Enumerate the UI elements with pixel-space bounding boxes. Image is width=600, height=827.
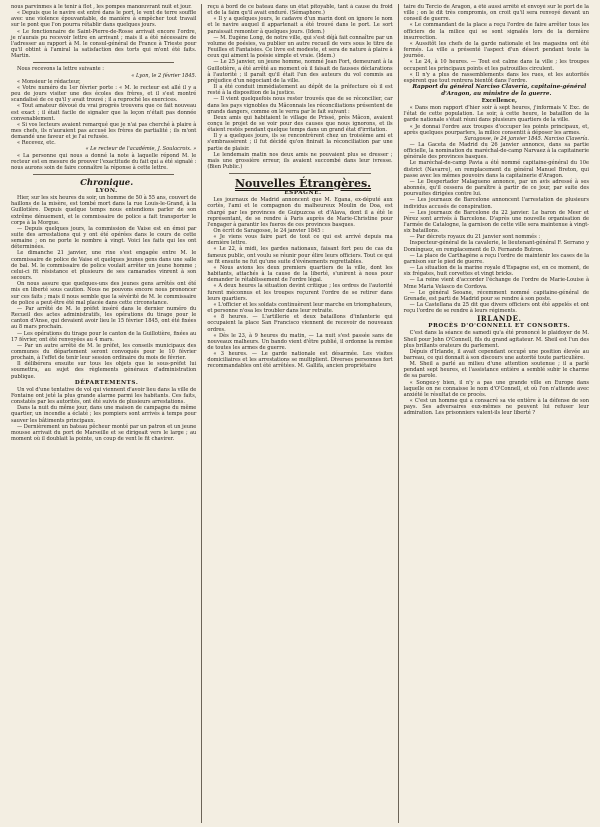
article-paragraph: Deux amis qui habitaient le village de Prissé, près Mâcon, avaient conçu le projet de se voir pour des causes que nous ignorons, et ils étaient restés pendant quelque temps dans un grand état d'irritation. [207,114,393,134]
article-paragraph: « Il n'y a plus de rassemblements dans les rues, et les autorités espèrent que tout rentrera bientôt dans l'ordre. [403,71,589,84]
section-place-lyon: LYON. [95,188,118,195]
letter-intro: Nous recevons la lettre suivante : [17,66,105,73]
article-paragraph: — Les opérations du tirage pour le canton de la Guillotière, fixées au 17 février, ont été renvoyées au 4 mars. [11,330,197,343]
article-paragraph: — Dernièrement un bateau pêcheur monté par un patron et un jeune mousse arrivait du port de Marseille et se dirigeait vers le large ; au moment où il doublait la pointe, un coup de vent le fit chavirer. [11,423,197,442]
article-paragraph: « Le 22, à midi, les gardes nationaux, faisant fort peu de cas du fameux public, ont voulu se réunir pour élire leurs officiers. Tout ce qui se fit ensuite ne fut qu'une suite d'événements regrettables. [207,246,393,265]
article-paragraph: — M. Eugène Long, de notre ville, qui s'est déjà fait connaître par un volume de poésies, va publier un autre recueil de vers sous le titre de Feuilles et Fantaisies. Ce livre est modeste, et sera de nature à plaire à ceux qui aiment la poésie simple et vraie. (Idem.) [207,34,393,60]
letter-paragraph: « Tout amateur dévoué du vrai progrès trouvera que ce fait nouveau est exact ; il était facile de signaler que la leçon n'était pas donnée convenablement. [11,103,197,122]
letter-signature: « Le recteur de l'académie, J. Soulacroix. » [85,146,197,153]
article-paragraph: — Le 25 janvier, un jeune homme, nommé Jean Fort, demeurant à la Guillotière, a été arrêté au moment où il faisait de fausses déclarations à l'autorité ; il paraît qu'il était l'un des auteurs du vol commis au préjudice d'un négociant de la ville. [207,59,393,84]
article-paragraph: « Le 24, à 10 heures. — Tout est calme dans la ville ; les troupes occupent les principaux points et les patrouilles circulent. [403,59,589,72]
article-paragraph: Un vol d'une tentative de vol qui viennent d'avoir lieu dans la ville de Fontaine ont jeté la plus grande alarme parmi les habitants. Ces faits, constatés par les autorités, ont été suivis de plusieurs arrestations. [11,386,197,406]
article-paragraph: nous parvinmes à le tenir à flot , les pompes manœuvrant nuit et jour. [11,4,192,10]
article-paragraph: Hier, sur les six heures du soir, un homme de 50 à 55 ans, couvert de haillons de la misère, est tombé mort dans la rue Louis-le-Grand, à la Guillotière. Depuis quelque temps nous entendions parler de son extrême dénuement, et le commissaire de police a fait transporter le corps à la Morgue. [11,195,197,226]
letter-paragraph: « Recevez, etc. [17,140,56,147]
article-paragraph: — Depuis quelques jours, la commission de Vaise est en émoi par suite des arrestations qui y ont été opérées dans le cours de cette semaine ; on ne porte le nombre à vingt. Voici les faits qui les ont déterminées. [11,225,197,251]
article-paragraph: On écrit de Saragosse, le 24 janvier 1845 : [213,228,324,234]
article-paragraph: — La Castellana du 25 dit que divers officiers ont été appelés et ont reçu l'ordre de se rendre à leurs régiments. [403,302,589,315]
divider [33,174,174,175]
article-paragraph: « Le commandant de la place a reçu l'ordre de faire arrêter tous les officiers de la milice qui se sont signalés lors de la dernière insurrection. [403,22,589,41]
article-paragraph: C'est dans la séance de samedi qu'a été prononcé le plaidoyer de M. Sheil pour John O'Connell, fils du grand agitateur. M. Sheil est l'un des plus brillants orateurs du parlement. [403,330,589,349]
article-paragraph: — Le Despertador Malagueno annonce, par un avis adressé à ses abonnés, qu'il cessera de paraître à partir de ce jour, par suite des poursuites dirigées contre lui. [403,178,589,198]
country-heading-irlande: IRLANDE. [477,314,522,324]
article-paragraph: Il y a quelques jours, ils se rencontrèrent chez un troisième ami et s'embrassèrent ; il fut décidé qu'on finirait la réconciliation par une partie de plaisir. [207,133,393,152]
article-paragraph: — La place de Carthagène a reçu l'ordre de maintenir les cases de la garnison sur le pied de guerre. [403,252,589,265]
letter-paragraph: « Si vos lecteurs avaient remarqué que je n'ai pas cherché à plaire à mes chefs, ils n'auraient pas accusé les frères de partialité ; ils m'ont demandé une faveur et je l'ai refusée. [11,121,197,141]
article-paragraph: Dans la nuit du même jour, dans une maison de campagne du même quartier, un incendie a éclaté ; les pompiers sont arrivés à temps pour sauver les bâtiments principaux. [11,405,197,424]
divider [33,62,174,63]
article-paragraph: « Depuis que le navire est entré dans le port, le vent de terre souffle avec une violence épouvantable, de manière à empêcher tout travail sur le pont que l'on pourra rétablir dans quelques jours. [11,10,197,29]
article-paragraph: On nous assure que quelques-uns des jeunes gens arrêtés ont été mis en liberté sous caution. Nous ne pouvons encore nous prononcer sur ces faits ; mais il nous semble que la sévérité de M. le commissaire de police a peut-être été mal placée dans cette circonstance. [11,281,197,306]
section-title-nouvelles-etrangeres: Nouvelles Étrangères. [234,177,372,191]
section-title-chronique: Chronique. [80,178,134,189]
article-paragraph: « Le fonctionnaire de Saint-Pierre-de-Rosse arrivait encore l'ordre, je n'aurais pu recevoir lettre en arrivant ; mais il a été nécessaire de l'adresser au rapport à M. le consul-général de France à Trieste pour qu'il obtint à l'amiral la satisfaction des torts qui m'ont été faits. Martin. [11,28,197,60]
article-paragraph: taire du Tercio de Aragon, a été aussi arrêté et envoyé sur le port de la ville ; on le dit très compromis, on croit qu'il sera renvoyé devant un conseil de guerre. [403,4,589,23]
article-paragraph: « Je donnai l'ordre aux troupes d'occuper les points principaux, et, après quelques pourparlers, la milice consentit à déposer les armes. [403,123,589,136]
letter-salute: « Monsieur le rédacteur, [17,78,81,85]
article-paragraph: Il délibérera ensuite sur tous les objets que le sous-préfet lui soumettra, au sujet des règlements généraux d'administration publique. [11,361,197,380]
article-paragraph: « Songez-y bien, il n'y a pas une grande ville en Europe dans laquelle on ne connaisse le nom d'O'Connell, et où l'on n'attende avec anxiété le résultat de ce procès. [403,379,589,398]
report-signature: Saragosse, le 24 janvier 1845. Narciso Clavería. [464,135,589,142]
column-layout [6,4,594,823]
divider [229,173,370,174]
article-paragraph: — La situation de la marine royale d'Espagne est, en ce moment, de six frégates, huit corvettes et vingt bricks. [403,265,589,278]
article-paragraph: « 3 heures. — Le garde nationale est désarmée. Les visites domiciliaires et les arrestations se multiplient. Diverses personnes fort recommandables ont été arrêtées. M. Gallifa, ancien propriétaire [207,351,393,370]
article-paragraph: — Les journaux de Barcelone annoncent l'arrestation de plusieurs individus accusés de conspiration. [403,197,589,210]
article-paragraph: — La Gaceta de Madrid du 26 janvier annonce, dans sa partie officielle, la nomination du maréchal-de-camp Narvaez à la capitainerie générale des provinces basques. [403,141,589,161]
article-paragraph: Il a été conduit immédiatement au dépôt de la préfecture où il est resté à la disposition de la justice. [207,84,393,97]
article-paragraph: « 8 heures. — L'artillerie et deux bataillons d'infanterie qui occupaient la place San Francisco viennent de recevoir de nouveaux ordres. [207,314,393,333]
column-3 [398,4,594,823]
article-paragraph: Le lendemain matin nos deux amis ne pouvaient plus se dresser ; mais une grossière erreur, ils avaient succombé dans leur ivresse. (Bien Public.) [207,151,393,171]
article-paragraph: Le dimanche 21 janvier, une rixe s'est engagée entre M. le commissaire de police de Vaise et quelques jeunes gens dans une salle de bal. M. le commissaire de police voulait arrêter un jeune homme ; celui-ci fit résistance et plusieurs de ses camarades vinrent à son secours. [11,250,197,282]
column-1 [6,4,201,823]
article-paragraph: — Par décrets royaux du 21 janvier sont nommés : [409,234,541,241]
article-paragraph: Inspecteur-général de la cavalerie, le lieutenant-général F. Serrano y Domínguez, en remplacement de D. Fernando Butron. [403,240,589,253]
article-paragraph: — Il vient quelquefois nous rester trouvés que de se réconcilier, car dans les pays vignobles du Mâconnais les réconciliations présentent de grands dangers, comme on le verra par le fait suivant : [207,96,393,115]
article-paragraph: Les journaux de Madrid annoncent que M. Egana, ex-député aux cortès, l'ami et le compagnon du malheureux Moulin de Doa, est chargé par les provinces de Guipuzcoa et d'Alava, dont il a été le représentant, de se rendre à Paris auprès de Marie-Christine pour l'engager à garantir les fueros de ces provinces basques. [207,197,393,228]
article-paragraph: « Dans mon rapport d'hier soir à sept heures, j'informais V. Exc. de l'état de cette population. Le soir, à cette heure, le bataillon de la garde nationale s'était réuni dans plusieurs quartiers de la ville. [403,105,589,124]
article-paragraph: — Par un autre arrêté de M. le préfet, les conseils municipaux des communes du département seront convoqués pour le 10 février prochain, à l'effet de tenir leur session ordinaire du mois de février. [11,342,197,362]
article-paragraph: Le maréchal-de-camp Pavia a été nommé capitaine-général du 10e district (Navarre), en remplacement du général Manuel Breton, qui passe avec les mêmes pouvoirs dans la capitainerie d'Aragon. [403,160,589,179]
article-paragraph: « Aussitôt les chefs de la garde nationale et les magasins ont été fermés. La ville a présenté l'aspect d'un désert pendant toute la journée. [403,40,589,60]
report-heading: Rapport du général Narciso Clavería, capitaine-général d'Aragon, au ministre de la guerre. [412,84,587,98]
article-paragraph: — La reine vient d'accorder l'échange de l'ordre de Marie-Louise à Mme Maria Velasco de Cordova. [403,277,589,290]
column-2 [201,4,397,823]
article-paragraph: « Je viens vous faire part de tout ce qui est arrivé depuis ma dernière lettre. [207,234,393,247]
country-heading-espagne: ESPAGNE. [284,190,322,197]
article-paragraph: « L'officier et les soldats continuèrent leur marche en triomphateurs, et personne n'osa les troubler dans leur retraite. [207,301,393,315]
section-departements: DÉPARTEMENTS. [74,379,139,386]
report-salutation: Excellence, [481,98,517,105]
article-paragraph: — Le général Seoane, récemment nommé capitaine-général de Grenade, est parti de Madrid pour se rendre à son poste. [403,289,589,302]
article-paragraph: « Nous avions les deux premiers quartiers de la ville, dont les habitants, attachés à la cause de la liberté, s'unirent à nous pour demander le rétablissement de l'ordre légal. [207,264,393,284]
article-paragraph: « Il y a quelques jours, le cadavre d'un marin dont on ignore le nom et le navire auquel il appartenait a été trouvé dans le port. Le sort paraissait remonter à quelques jours. (Idem.) [207,16,393,35]
article-paragraph: « Dès le 23, à 9 heures du matin, — La nuit s'est passée sans de nouveaux malheurs. Un bando vient d'être publié, il ordonne la remise de toutes les armes de guerre. [207,332,393,351]
editor-note: « La personne qui nous a donné la note à laquelle répond M. le recteur est en mesure de prouver l'exactitude du fait qui a été signalé : nous aurons soin de faire connaître la réponse à cette lettre. [11,152,197,171]
article-paragraph: — Par arrêté de M. le préfet inséré dans le dernier numéro du Recueil des actes administratifs, les opérations du tirage pour le canton d'Anse, qui devaient avoir lieu le 15 février 1845, ont été fixées au 8 mars prochain. [11,305,197,331]
letter-paragraph: « Votre numéro du 1er février porte : « M. le recteur est allé il y a peu de jours visiter une des écoles des frères, et il s'est montré scandalisé de ce qu'il y avait trouvé ; il a reproché les exercices. [11,84,197,104]
article-paragraph: « A deux heures la situation devint critique ; les ordres de l'autorité furent méconnus et les troupes reçurent l'ordre de se retirer dans leurs quartiers. [207,283,393,302]
article-paragraph: reçu à bord de ce bateau dans un état pitoyable, tant à cause du froid et de la faim qu'il avait enduré. (Sémaphore.) [207,4,393,17]
letter-dateline: « Lyon, le 2 février 1845. [131,72,197,79]
article-paragraph: Dépuis d'Irlande, il avait cependant occupé une position élevée au barreau, ce qui donnait à son discours une autorité toute particulière. [403,348,589,361]
article-paragraph: — Les journaux de Barcelone du 22 janvier. Le baron de Meer et Pérez sont arrivés à Barcelone. D'après une nouvelle organisation de l'armée de Catalogne, la garnison de cette ville sera maintenue à vingt-six bataillons. [403,209,589,235]
article-paragraph: « C'est un homme qui a consacré sa vie entière à la défense de son pays. Ses adversaires eux-mêmes ne peuvent lui refuser leur admiration. Les prisonniers valent-ils leur liberté ? [403,398,589,417]
trial-heading: PROCÈS D'O'CONNELL ET CONSORTS. [428,323,571,330]
article-paragraph: M. Sheil a parlé au milieu d'une attention soutenue ; il a parlé pendant sept heures, et l'assistance entière a semblé subir le charme de sa parole. [403,361,589,380]
